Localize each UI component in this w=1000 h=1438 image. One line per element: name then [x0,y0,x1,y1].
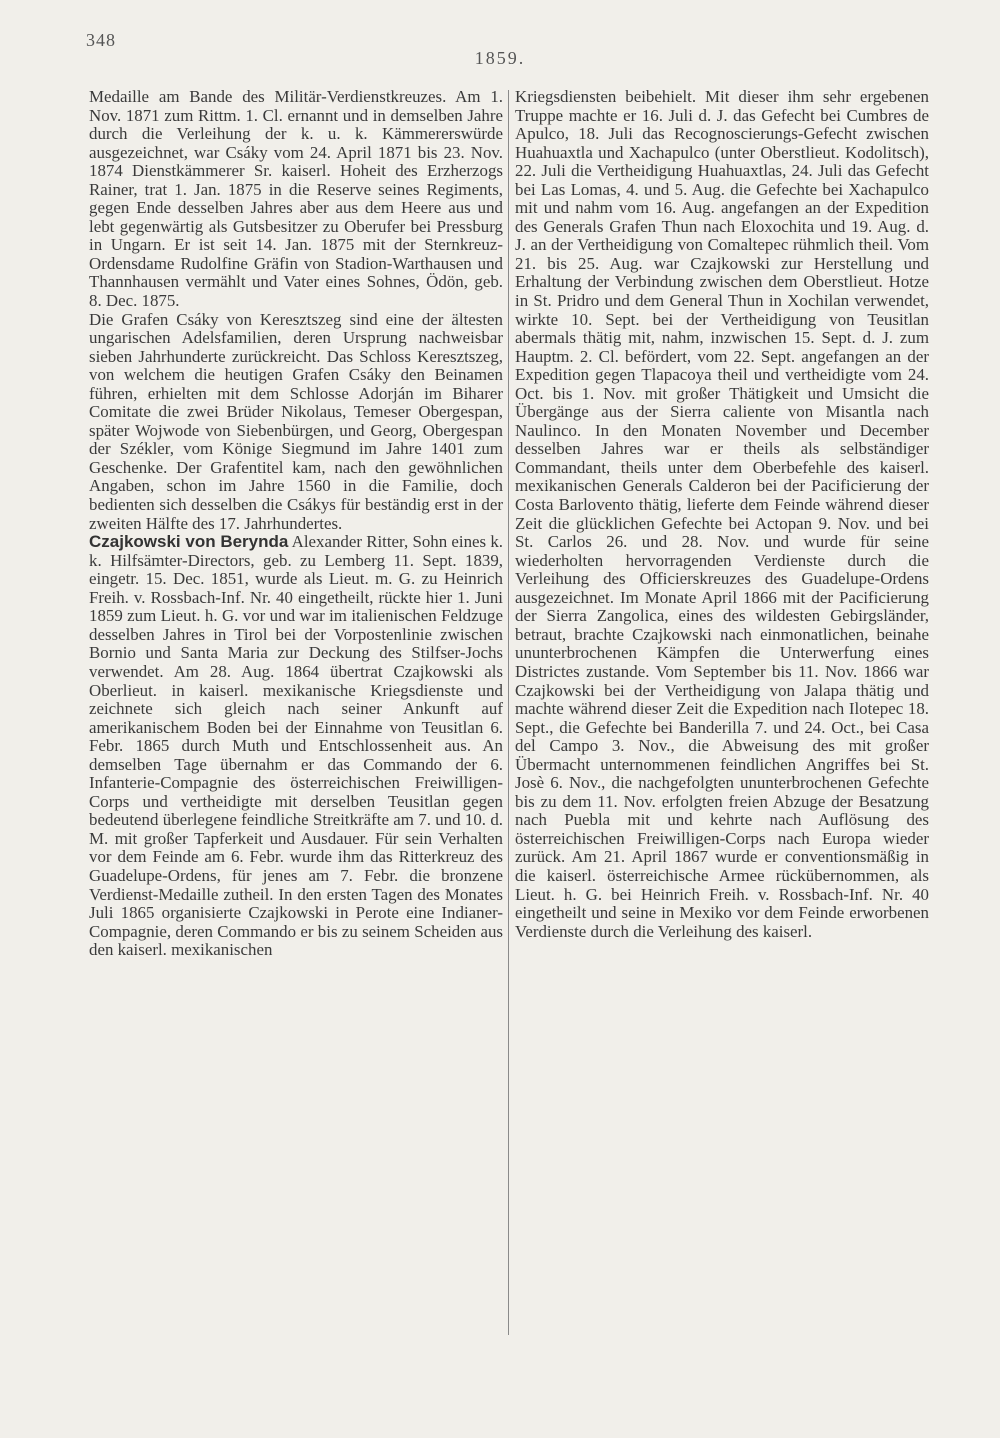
entry-body: Alexander Ritter, Sohn eines k. k. Hilfsämter-Directors, geb. zu Lemberg 11. Sept. 1839, eingetr. 15. Dec. 1851, wurde als Lieut. m. G. zu Heinrich Freih. v. Rossbach-Inf. Nr. 40 eingetheilt, rückte hier 1. Juni 1859 zum Lieut. h. G. vor und war im italienischen Feldzuge desselben Jahres in Tirol bei der Vorpostenlinie zwischen Bornio und Santa Maria zur Deckung des Stilfser-Jochs verwendet. Am 28. Aug. 1864 übertrat Czajkowski als Oberlieut. in kaiserl. mexikanische Kriegsdienste und zeichnete sich gleich nach seiner Ankunft auf amerikanischem Boden bei der Einnahme von Teusitlan 6. Febr. 1865 durch Muth und Entschlossenheit aus. An demselben Tage übernahm er das Commando der 6. Infanterie-Compagnie des österreichischen Freiwilligen-Corps und vertheidigte mit derselben Teusitlan gegen bedeutend überlegene feindliche Streitkräfte am 7. und 10. d. M. mit großer Tapferkeit und Ausdauer. Für sein Verhalten vor dem Feinde am 6. Febr. wurde ihm das Ritterkreuz des Guadelupe-Ordens, für jenes am 7. Febr. die bronzene Verdienst-Medaille zutheil. In den ersten Tagen des Monates Juli 1865 organisierte Czajkowski in Perote eine Indianer-Compagnie, deren Commando er bis zu seinem Scheiden aus den kaiserl. mexikanischen [89,532,503,960]
paragraph-csaky-family: Die Grafen Csáky von Keresztszeg sind eine der ältesten ungarischen Adelsfamilien, deren Ursprung nachweisbar sieben Jahrhunderte zurückreicht. Das Schloss Keresztszeg, von welchem die heutigen Grafen Csáky den Beinamen führen, erhielten mit dem Schlosse Adorján im Biharer Comitate die zwei Brüder Nikolaus, Temeser Obergespan, später Wojwode von Siebenbürgen, und Georg, Obergespan der Székler, vom Könige Siegmund im Jahre 1401 zum Geschenke. Der Grafentitel kam, nach den gewöhnlichen Angaben, schon im Jahre 1560 in die Familie, doch bedienten sich desselben die Csákys für beständig erst in der zweiten Hälfte des 17. Jahrhundertes. [89,309,503,533]
paragraph-czajkowski-continued: Kriegsdiensten beibehielt. Mit dieser ihm sehr ergebenen Truppe machte er 16. Juli d. J. das Gefecht bei Cumbres de Apulco, 18. Juli das Recognoscierungs-Gefecht zwischen Huahuaxtla und Xachapulco (unter Oberstlieut. Kodolitsch), 22. Juli die Vertheidigung Huahuaxtlas, 24. Juli das Gefecht bei Las Lomas, 4. und 5. Aug. die Gefechte bei Xachapulco mit und nahm vom 16. Aug. angefangen an der Expedition des Generals Grafen Thun nach Eloxochita und 19. Aug. d. J. an der Vertheidigung von Comaltepec rühmlich theil. Vom 21. bis 25. Aug. war Czajkowski zur Herstellung und Erhaltung der Verbindung zwischen dem Oberstlieut. Hotze in St. Pridro und dem General Thun in Xochilan verwendet, wirkte 10. Sept. bei der Vertheidigung von Teusitlan abermals thätig mit, nahm, inzwischen 15. Sept. d. J. zum Hauptm. 2. Cl. befördert, vom 22. Sept. angefangen an der Expedition gegen Tlapacoya theil und vertheidigte vom 24. Oct. bis 1. Nov. mit großer Thätigkeit und Umsicht die Übergänge aus der Sierra caliente von Misantla nach Naulinco. In den Monaten November und December desselben Jahres war er theils als selbständiger Commandant, theils unter dem Oberbefehle des kaiserl. mexikanischen Generals Calderon bei der Pacificierung der Costa Barlovento thätig, lieferte dem Feinde während dieser Zeit die glücklichen Gefechte bei Actopan 9. Nov. und bei St. Carlos 26. und 28. Nov. und wurde für seine wiederholten hervorragenden Verdienste durch die Verleihung des Officierskreuzes des Guadelupe-Ordens ausgezeichnet. Im Monate April 1866 mit der Pacificierung der Sierra Zangolica, eines des wildesten Gebirgsländer, betraut, brachte Czajkowski nach einmonatlichen, beinahe ununterbrochenen Kämpfen die Unterwerfung eines Districtes zustande. Vom September bis 11. Nov. 1866 war Czajkowski bei der Vertheidigung von Jalapa thätig und machte während dieser Zeit die Expedition nach Ilotepec 18. Sept., die Gefechte bei Banderilla 7. und 24. Oct., bei Casa del Campo 3. Nov., die Abweisung des mit großer Übermacht unternommenen feindlichen Angriffes bei St. Josè 6. Nov., die nachgefolgten ununterbrochenen Gefechte bis zu dem 11. Nov. erfolgten freien Abzuge der Besatzung nach Puebla mit und kehrte nach Auflösung des österreichischen Freiwilligen-Corps nach Europa wieder zurück. Am 21. April 1867 wurde er conventionsmäßig in die kaiserl. österreichische Armee rückübernommen, als Lieut. h. G. bei Heinrich Freih. v. Rossbach-Inf. Nr. 40 eingetheilt und seine in Mexiko vor dem Feinde erworbenen Verdienste durch die Verleihung des kaiserl. [515,87,929,941]
column-divider [508,90,509,1335]
right-column [515,88,929,941]
page-number: 348 [86,30,116,50]
paragraph-czajkowski [89,533,503,960]
paragraph-csaky-career: Medaille am Bande des Militär-Verdienstkreuzes. Am 1. Nov. 1871 zum Rittm. 1. Cl. ernannt und in demselben Jahre durch die Verleihung der k. u. k. Kämmererswürde ausgezeichnet, war Csáky vom 24. April 1871 bis 23. Nov. 1874 Dienstkämmerer Sr. kaiserl. Hoheit des Erzherzogs Rainer, trat 1. Jan. 1875 in die Reserve seines Regiments, gegen Ende desselben Jahres aber aus dem Heere aus und lebt gegenwärtig als Gutsbesitzer zu Oberufer bei Pressburg in Ungarn. Er ist seit 14. Jan. 1875 mit der Sternkreuz-Ordensdame Rudolfine Gräfin von Stadion-Warthausen und Thannhausen vermählt und Vater eines Sohnes, Ödön, geb. 8. Dec. 1875. [89,87,503,311]
entry-heading: Czajkowski von Berynda [89,532,289,552]
left-column [89,88,503,960]
running-head: 1859. [474,48,526,68]
